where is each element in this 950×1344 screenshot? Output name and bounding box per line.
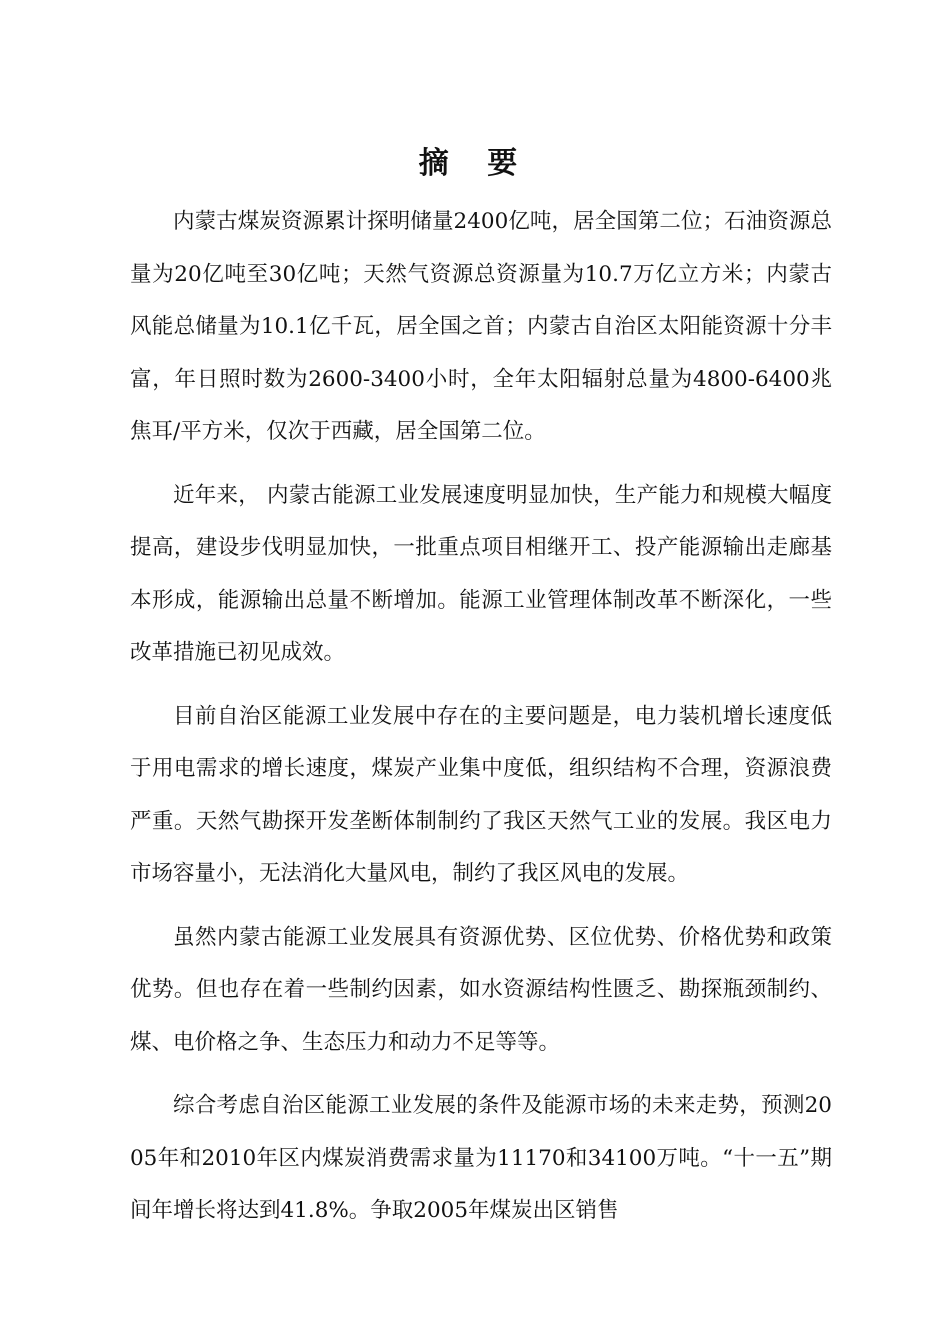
paragraph-main-problems: 目前自治区能源工业发展中存在的主要问题是，电力装机增长速度低于用电需求的增长速度，煤炭产业集中度低，组织结构不合理，资源浪费严重。天然气勘探开发垄断体制制约了我区天然气工业的发展。我区电力市场容量小，无法消化大量风电，制约了我区风电的发展。 [130,703,832,886]
page-title: 摘 要 [418,146,532,181]
paragraph-forecast: 综合考虑自治区能源工业发展的条件及能源市场的未来走势，预测2005年和2010年区内煤炭消费需求量为11170和34100万吨。“十一五”期间年增长将达到41.8%。争取2005年煤炭出区销售 [130,1093,832,1223]
abstract-body [130,196,832,1238]
paragraph-resources: 内蒙古煤炭资源累计探明储量2400亿吨，居全国第二位；石油资源总量为20亿吨至30亿吨；天然气资源总资源量为10.7万亿立方米；内蒙古风能总储量为10.1亿千瓦，居全国之首；内蒙古自治区太阳能资源十分丰富，年日照时数为2600-3400小时，全年太阳辐射总量为4800-6400兆焦耳/平方米，仅次于西藏，居全国第二位。 [130,209,832,444]
paragraph-advantages-constraints: 虽然内蒙古能源工业发展具有资源优势、区位优势、价格优势和政策优势。但也存在着一些制约因素，如水资源结构性匮乏、勘探瓶颈制约、煤、电价格之争、生态压力和动力不足等等。 [130,924,832,1055]
paragraph-recent-development: 近年来， 内蒙古能源工业发展速度明显加快，生产能力和规模大幅度提高，建设步伐明显加快，一批重点项目相继开工、投产能源输出走廊基本形成，能源输出总量不断增加。能源工业管理体制改革不断深化，一些改革措施已初见成效。 [130,482,832,665]
